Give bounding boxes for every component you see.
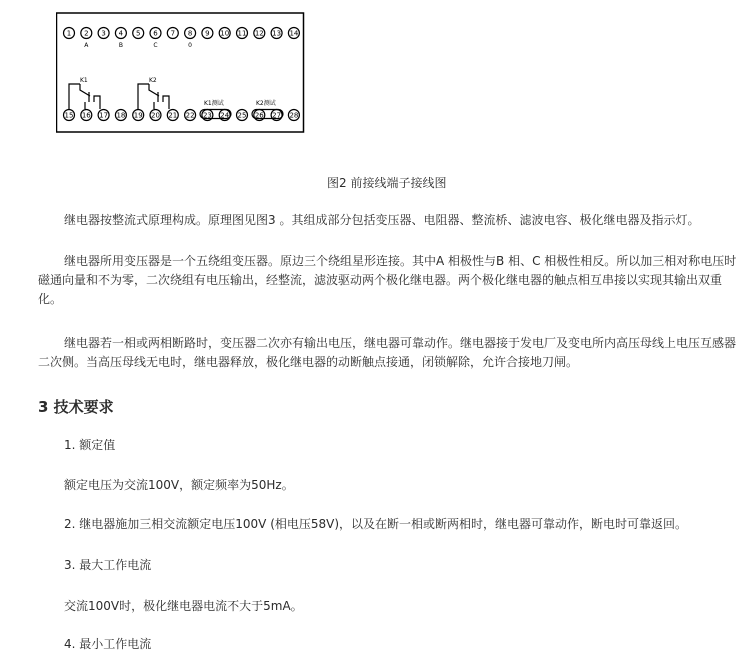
terminal-9 (202, 28, 213, 39)
terminal-label: 2 (84, 29, 89, 38)
phase-label-B: B (118, 42, 123, 49)
terminal-1 (64, 28, 75, 39)
terminal-label: 27 (272, 111, 282, 120)
terminal-label: 12 (254, 29, 264, 38)
terminal-label: 3 (101, 29, 106, 38)
terminal-label: 13 (272, 29, 282, 38)
terminal-label: 15 (64, 111, 74, 120)
terminal-25 (237, 110, 248, 121)
terminal-label: 22 (185, 111, 195, 120)
terminal-7 (167, 28, 178, 39)
terminal-label: 18 (116, 111, 126, 120)
item-2-title: 2. 继电器施加三相交流额定电压100V (相电压58V)，以及在断一相或断两相时，继电器可靠动作，断电时可靠返回。 (64, 517, 688, 531)
diagram-frame (57, 13, 304, 132)
phase-label-0: 0 (188, 42, 193, 49)
terminal-21 (167, 110, 178, 121)
terminal-label: 11 (237, 29, 247, 38)
terminal-13 (271, 28, 282, 39)
terminal-diagram (56, 12, 308, 136)
terminal-3 (98, 28, 109, 39)
item-3-title: 3. 最大工作电流 (64, 558, 152, 572)
terminal-18 (115, 110, 126, 121)
terminal-20 (150, 110, 161, 121)
terminal-label: 10 (220, 29, 230, 38)
terminal-19 (133, 110, 144, 121)
terminal-14 (288, 28, 299, 39)
terminal-label: 28 (289, 111, 299, 120)
phase-label-A: A (84, 42, 89, 49)
relay-k1-label: K1 (80, 77, 88, 84)
terminal-label: 20 (151, 111, 160, 120)
item-1-title: 1. 额定值 (64, 438, 116, 452)
terminal-4 (115, 28, 126, 39)
terminal-8 (185, 28, 196, 39)
terminal-12 (254, 28, 265, 39)
k1-test-label: K1测试 (204, 100, 224, 107)
terminal-22 (185, 110, 196, 121)
item-1-body: 额定电压为交流100V，额定频率为50Hz。 (64, 478, 294, 492)
terminal-label: 7 (170, 29, 176, 38)
terminal-label: 14 (289, 29, 299, 38)
terminal-label: 4 (118, 29, 124, 38)
paragraph-principle: 继电器按整流式原理构成。原理图见图3 。其组成部分包括变压器、电阻器、整流桥、滤波电容、极化继电器及指示灯。 (64, 213, 700, 227)
item-3-body: 交流100V时，极化继电器电流不大于5mA。 (64, 599, 303, 613)
section-heading: 3 技术要求 (38, 398, 114, 416)
terminal-16 (81, 110, 92, 121)
terminal-11 (237, 28, 248, 39)
terminal-5 (133, 28, 144, 39)
terminal-10 (219, 28, 230, 39)
terminal-label: 17 (99, 111, 109, 120)
terminal-label: 6 (153, 29, 158, 38)
terminal-6 (150, 28, 161, 39)
terminal-label: 1 (66, 29, 72, 38)
terminal-label: 19 (133, 111, 143, 120)
terminal-label: 5 (135, 29, 141, 38)
item-4-title: 4. 最小工作电流 (64, 637, 152, 651)
paragraph-operation: 继电器若一相或两相断路时，变压器二次亦有输出电压，继电器可靠动作。继电器接于发电厂及变电所内高压母线上电压互感器二次侧。当高压母线无电时，继电器释放，极化继电器的动断触点接通，闭锁解除，允许合接地刀闸。 (38, 336, 737, 369)
terminal-label: 23 (202, 111, 212, 120)
paragraph-transformer: 继电器所用变压器是一个五绕组变压器。原边三个绕组星形连接。其中A 相极性与B 相、C 相极性相反。所以加三相对称电压时磁通向量和不为零，二次绕组有电压输出，经整流，滤波驱动两个极化继电器。两个极化继电器的触点相互串接以实现其输出双重化。 (38, 254, 737, 306)
terminal-label: 21 (168, 111, 178, 120)
terminal-label: 26 (254, 111, 264, 120)
terminal-17 (98, 110, 109, 121)
phase-label-C: C (153, 42, 158, 49)
terminal-2 (81, 28, 92, 39)
figure-caption: 图2 前接线端子接线图 (327, 176, 447, 190)
terminal-label: 25 (237, 111, 247, 120)
terminal-15 (64, 110, 75, 121)
terminal-label: 24 (220, 111, 230, 120)
terminal-label: 16 (81, 111, 91, 120)
k2-test-label: K2测试 (256, 100, 276, 107)
terminal-label: 9 (205, 29, 210, 38)
terminal-28 (288, 110, 299, 121)
relay-k2-label: K2 (149, 77, 157, 84)
terminal-label: 8 (187, 29, 193, 38)
